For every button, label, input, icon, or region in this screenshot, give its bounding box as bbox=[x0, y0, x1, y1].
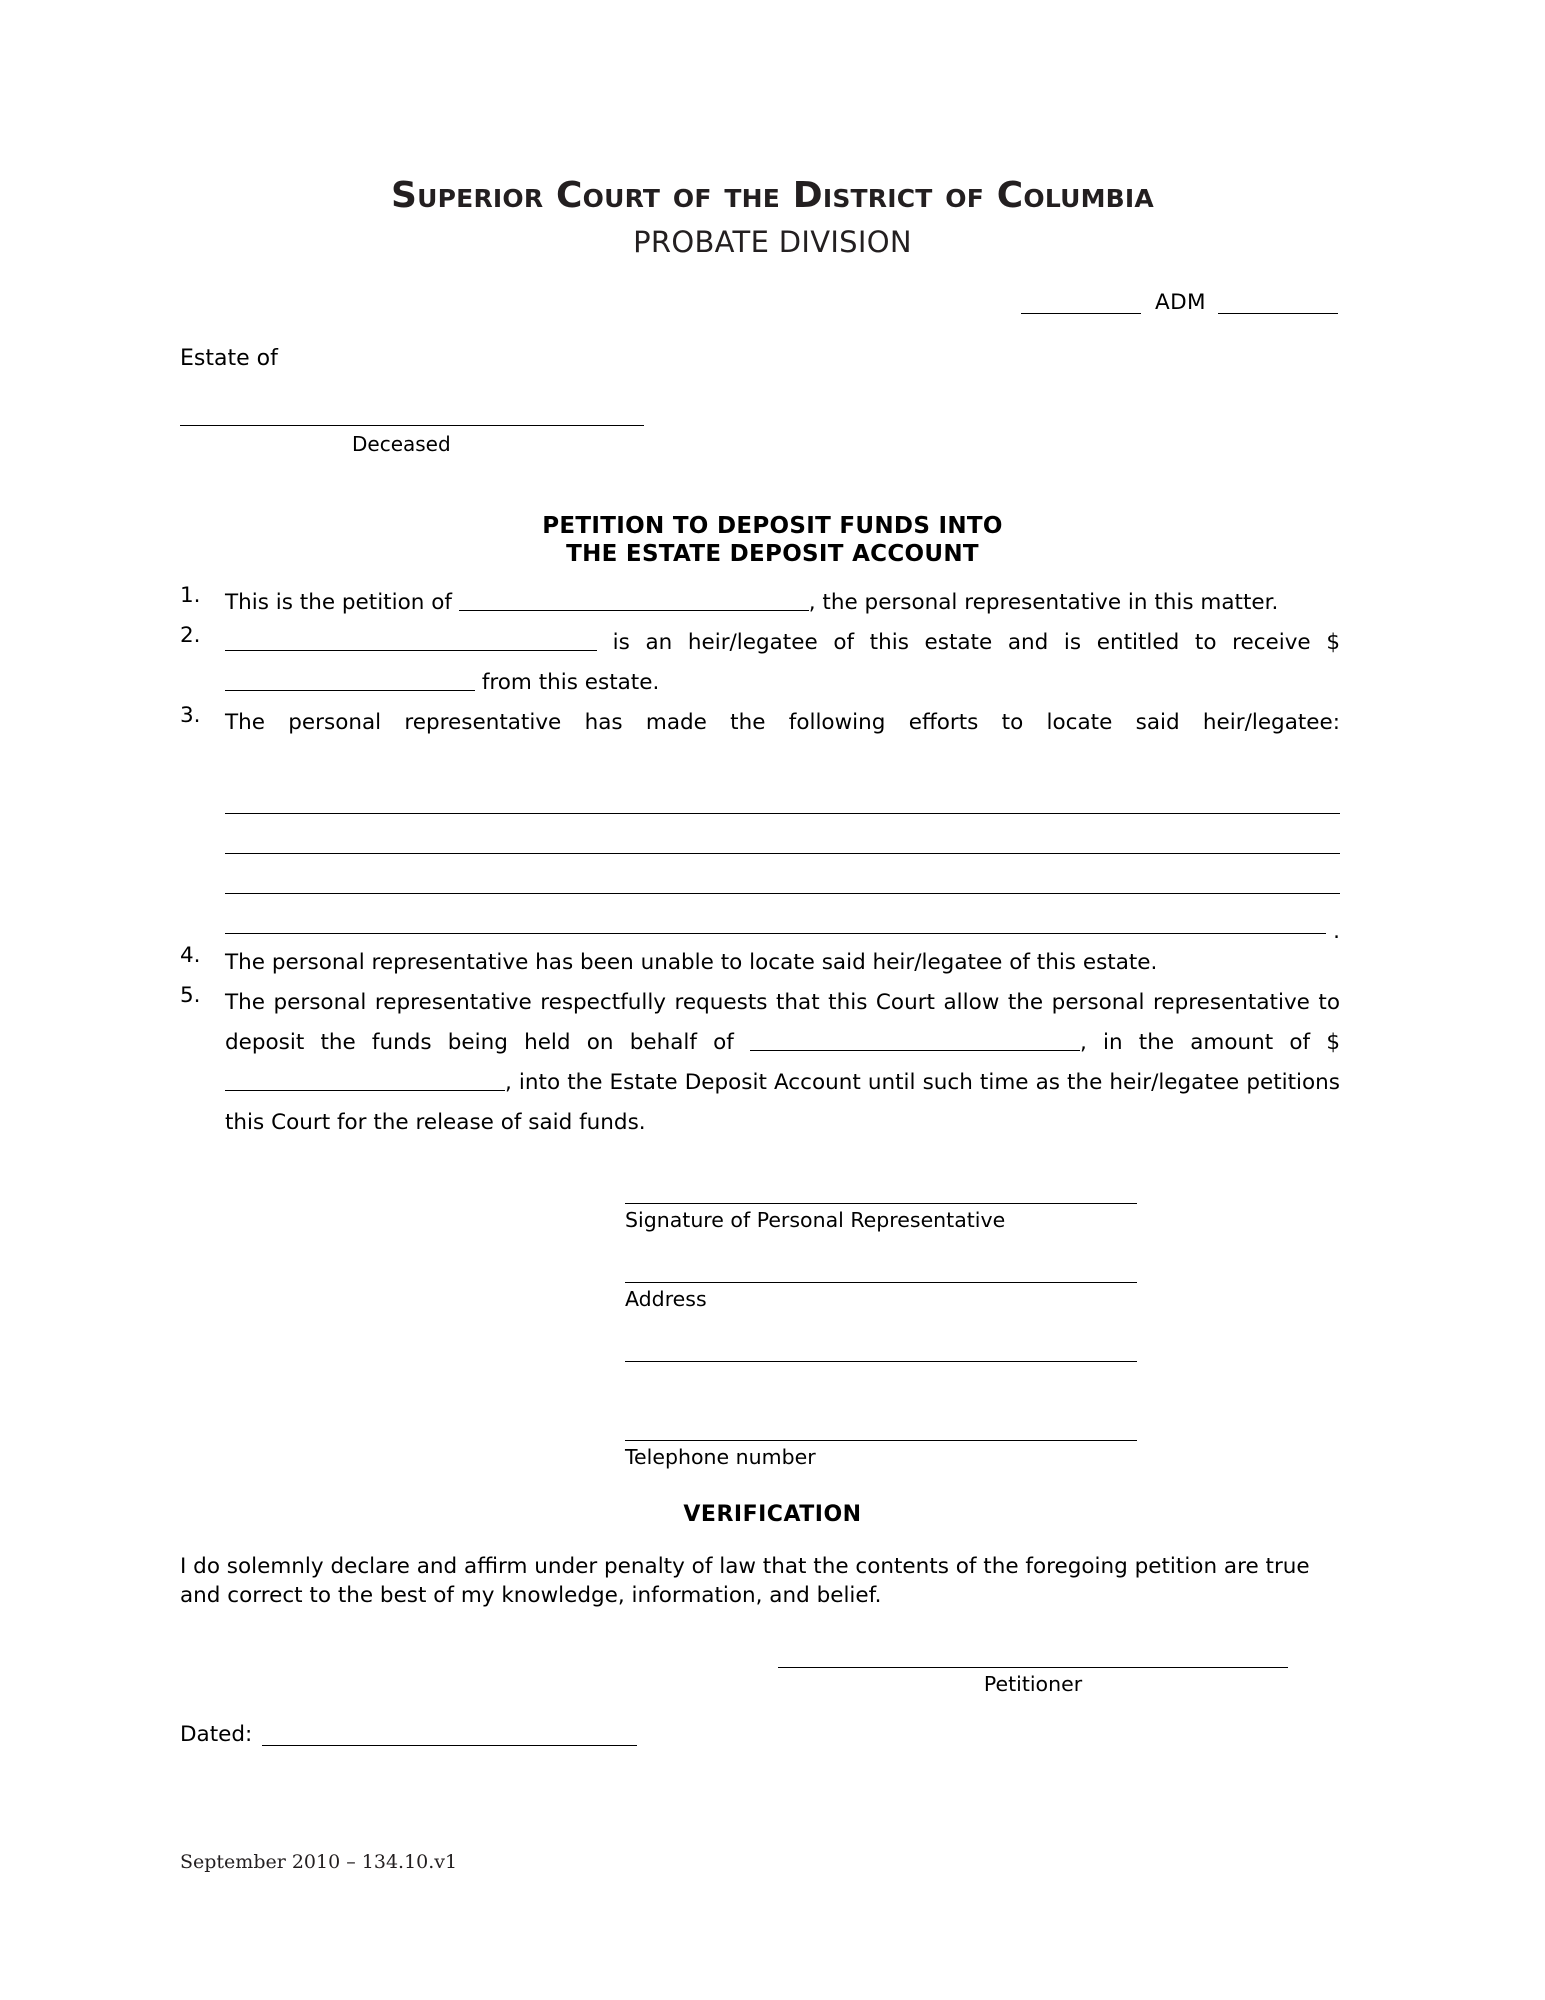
deposit-amount-field[interactable] bbox=[225, 1072, 505, 1091]
efforts-answer-rule-2 bbox=[225, 853, 1340, 854]
list-item-5-number: 5. bbox=[180, 983, 201, 1008]
item1-text-before: This is the petition of bbox=[225, 590, 452, 615]
efforts-answer-area bbox=[180, 783, 1340, 943]
efforts-answer-rule-1 bbox=[225, 813, 1340, 814]
page-title-line-1: PETITION TO DEPOSIT FUNDS INTO bbox=[542, 513, 1003, 539]
item1-text-after: , the personal representative in this matter. bbox=[808, 590, 1279, 615]
decedent-name-field[interactable] bbox=[180, 425, 644, 426]
deposit-beneficiary-field[interactable] bbox=[750, 1032, 1080, 1051]
list-item-4-number: 4. bbox=[180, 943, 201, 968]
efforts-answer-rule-3 bbox=[225, 893, 1340, 894]
item2-text-end: from this estate. bbox=[481, 670, 660, 695]
page-title-line-2: THE ESTATE DEPOSIT ACCOUNT bbox=[566, 541, 979, 568]
telephone-label: Telephone number bbox=[625, 1445, 816, 1469]
efforts-answer-line-4[interactable] bbox=[225, 903, 1340, 943]
item5-part-1: The personal representative respectfully requests that this Court allow the personal representative to deposit the funds being held on behalf of bbox=[225, 990, 1340, 1055]
item5-part-3: , into the Estate Deposit Account until such time as the heir/legatee petitions this Court for the release of said funds. bbox=[225, 1070, 1340, 1135]
address-continued-field[interactable] bbox=[625, 1361, 1137, 1362]
address-label: Address bbox=[625, 1287, 707, 1311]
page-title bbox=[0, 512, 1545, 568]
list-item-3 bbox=[180, 703, 1340, 783]
form-version-footer: September 2010 – 134.10.v1 bbox=[180, 1851, 458, 1873]
dated-row bbox=[180, 1724, 637, 1746]
estate-of-label: Estate of bbox=[180, 346, 278, 371]
efforts-terminal-period: . bbox=[1333, 918, 1340, 944]
signature-label: Signature of Personal Representative bbox=[625, 1208, 1006, 1232]
signature-row-signature bbox=[625, 1160, 1137, 1239]
heir-amount-field[interactable] bbox=[225, 672, 475, 691]
dated-label: Dated: bbox=[180, 1722, 253, 1747]
adm-label: ADM bbox=[1154, 290, 1206, 315]
list-item-1-number: 1. bbox=[180, 583, 201, 608]
efforts-answer-line-3[interactable] bbox=[225, 863, 1340, 903]
signature-block bbox=[625, 1160, 1137, 1476]
item5-part-2: , in the amount of bbox=[1080, 1030, 1311, 1055]
heir-name-field[interactable] bbox=[225, 632, 597, 651]
list-item-2-text bbox=[225, 623, 1340, 703]
item2-text-middle: is an heir/legatee of this estate and is entitled to receive bbox=[612, 630, 1311, 655]
verification-statement: I do solemnly declare and affirm under penalty of law that the contents of the foregoing petition are true and correct to the best of my knowledge, information, and belief. bbox=[180, 1554, 1310, 1608]
list-item-4-text: The personal representative has been unable to locate said heir/legatee of this estate. bbox=[225, 950, 1158, 975]
petitioner-signature-field[interactable] bbox=[778, 1667, 1288, 1668]
telephone-field[interactable] bbox=[625, 1440, 1137, 1441]
petition-body bbox=[180, 583, 1340, 1143]
signature-field[interactable] bbox=[625, 1203, 1137, 1204]
case-number-row bbox=[1021, 292, 1338, 314]
deceased-label: Deceased bbox=[352, 432, 451, 456]
list-item-2-number: 2. bbox=[180, 623, 201, 648]
signature-row-address-continued bbox=[625, 1318, 1137, 1397]
list-item-2 bbox=[180, 623, 1340, 703]
list-item-3-text: The personal representative has made the following efforts to locate said heir/legatee: bbox=[225, 710, 1340, 735]
court-division-subtitle: PROBATE DIVISION bbox=[633, 225, 912, 259]
list-item-4 bbox=[180, 943, 1340, 983]
signature-row-address bbox=[625, 1239, 1137, 1318]
case-number-prefix-field[interactable] bbox=[1021, 293, 1141, 314]
dated-field[interactable] bbox=[262, 1726, 637, 1746]
petitioner-label: Petitioner bbox=[983, 1672, 1083, 1696]
item5-currency-symbol: $ bbox=[1326, 1030, 1340, 1055]
list-item-1-text bbox=[225, 583, 1340, 623]
list-item-5 bbox=[180, 983, 1340, 1143]
efforts-answer-line-2[interactable] bbox=[225, 823, 1340, 863]
list-item-3-number: 3. bbox=[180, 703, 201, 728]
list-item-1 bbox=[180, 583, 1340, 623]
petitioner-name-field[interactable] bbox=[459, 592, 809, 611]
address-field[interactable] bbox=[625, 1282, 1137, 1283]
item2-currency-symbol: $ bbox=[1326, 630, 1340, 655]
court-title: Superior Court of the District of Columbia bbox=[391, 175, 1154, 216]
list-item-5-text bbox=[225, 983, 1340, 1143]
case-number-suffix-field[interactable] bbox=[1218, 293, 1338, 314]
verification-heading: VERIFICATION bbox=[683, 1502, 862, 1527]
signature-row-telephone bbox=[625, 1397, 1137, 1476]
efforts-answer-line-1[interactable] bbox=[225, 783, 1340, 823]
efforts-answer-rule-4 bbox=[225, 933, 1326, 934]
